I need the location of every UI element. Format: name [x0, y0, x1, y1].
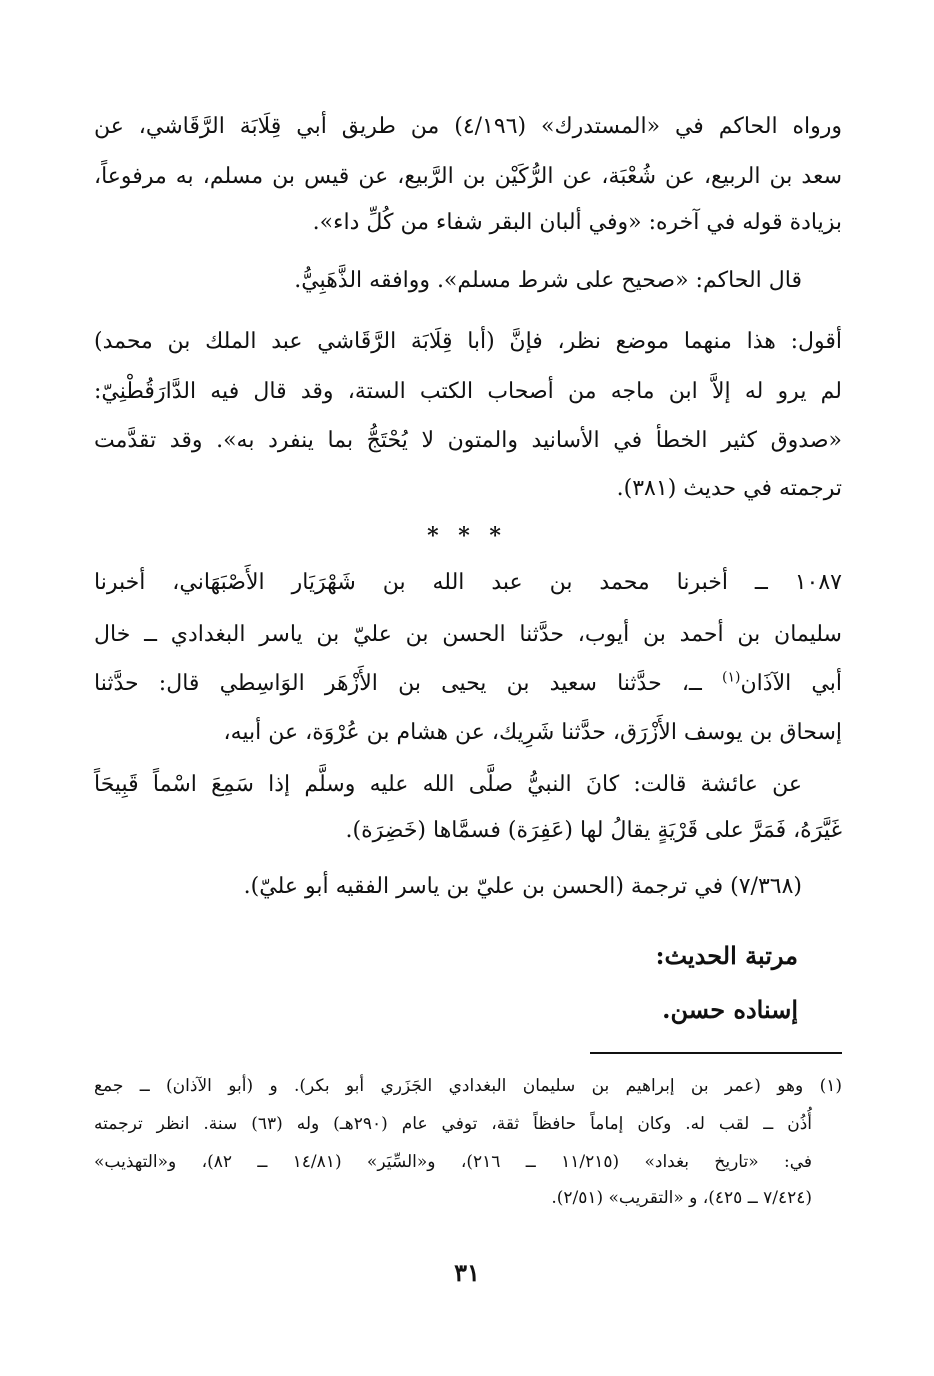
- text-line: أقول: هذا منهما موضع نظر، فإنَّ (أبا قِلَابَة الرَّقَاشي عبد الملك بن محمد): [94, 329, 842, 354]
- text-line: «صدوق كثير الخطأ في الأسانيد والمتون لا يُحْتَجُّ بما ينفرد به». وقد تقدَّمت: [94, 428, 842, 453]
- text-line: ورواه الحاكم في «المستدرك» (٤/١٩٦) من طريق أبي قِلَابَة الرَّقَاشي، عن: [94, 114, 843, 139]
- text-line: قال الحاكم: «صحيح على شرط مسلم». ووافقه الذَّهَبِيُّ.: [294, 268, 802, 293]
- text-line: بزيادة قوله في آخره: «وفي ألبان البقر شفاء من كُلِّ داء».: [312, 210, 842, 235]
- hadith-segment: أبي الآذَان: [740, 671, 842, 696]
- footnote-divider: [590, 1052, 842, 1054]
- page-number: ٣١: [454, 1258, 480, 1287]
- matn-line: عن عائشة قالت: كانَ النبيُّ صلَّى الله عليه وسلَّم إذا سَمِعَ اسْماً قَبِيحَاً: [94, 772, 802, 797]
- footnote-line: في: «تاريخ بغداد» (١١/٢١٥ ــ ٢١٦)، و«السِّيَر» (١٤/٨١ ــ ٨٢)، و«التهذيب»: [94, 1152, 812, 1172]
- section-separator: * * *: [427, 523, 507, 549]
- hadith-line: إسحاق بن يوسف الأَزْرَق، حدَّثنا شَرِيك، عن هشام بن عُرْوَة، عن أبيه،: [223, 720, 842, 745]
- hadith-segment: ــ، حدَّثنا سعيد بن يحيى بن الأَزْهَر الوَاسِطي قال: حدَّثنا: [94, 671, 702, 696]
- text-line: لم يرو له إلاَّ ابن ماجه من أصحاب الكتب الستة، وقد قال فيه الدَّارَقُطْنِيّ:: [94, 379, 842, 404]
- hadith-line: ١٠٨٧ ــ أخبرنا محمد بن عبد الله بن شَهْرَيَار الأَصْبَهَاني، أخبرنا: [94, 570, 842, 595]
- hadith-line: سليمان بن أحمد بن أيوب، حدَّثنا الحسن بن عليّ بن ياسر البغدادي ــ خال: [94, 622, 842, 647]
- matn-line: غَيَّرَهُ، فَمَرَّ على قَرْيَةٍ يقالُ لها (عَفِرَة) فسمَّاها (خَضِرَة).: [345, 818, 842, 843]
- grade-text: إسناده حسن.: [662, 995, 798, 1024]
- source-reference: (٧/٣٦٨) في ترجمة (الحسن بن عليّ بن ياسر الفقيه أبو عليّ).: [243, 874, 802, 899]
- text-line: ترجمته في حديث (٣٨١).: [616, 476, 842, 501]
- hadith-line: [94, 669, 842, 699]
- footnote-line: (٧/٤٢٤ ــ ٤٢٥)، و «التقريب» (٢/٥١).: [551, 1188, 812, 1208]
- grade-heading: مرتبة الحديث:: [655, 941, 798, 970]
- footnote-line: (١) وهو (عمر بن إبراهيم بن سليمان البغدادي الجَزَري أبو بكر). و (أبو الآذان) ــ جمع: [94, 1076, 842, 1096]
- footnote-line: أُذُن ــ لقب له. وكان إماماً حافظاً ثقة، توفي عام (٢٩٠هـ) وله (٦٣) سنة. انظر ترجمته: [94, 1114, 812, 1134]
- text-line: سعد بن الربيع، عن شُعْبَة، عن الرُّكَيْن بن الرَّبيع، عن قيس بن مسلم، به مرفوعاً،: [94, 164, 842, 189]
- footnote-marker: (١): [722, 669, 741, 686]
